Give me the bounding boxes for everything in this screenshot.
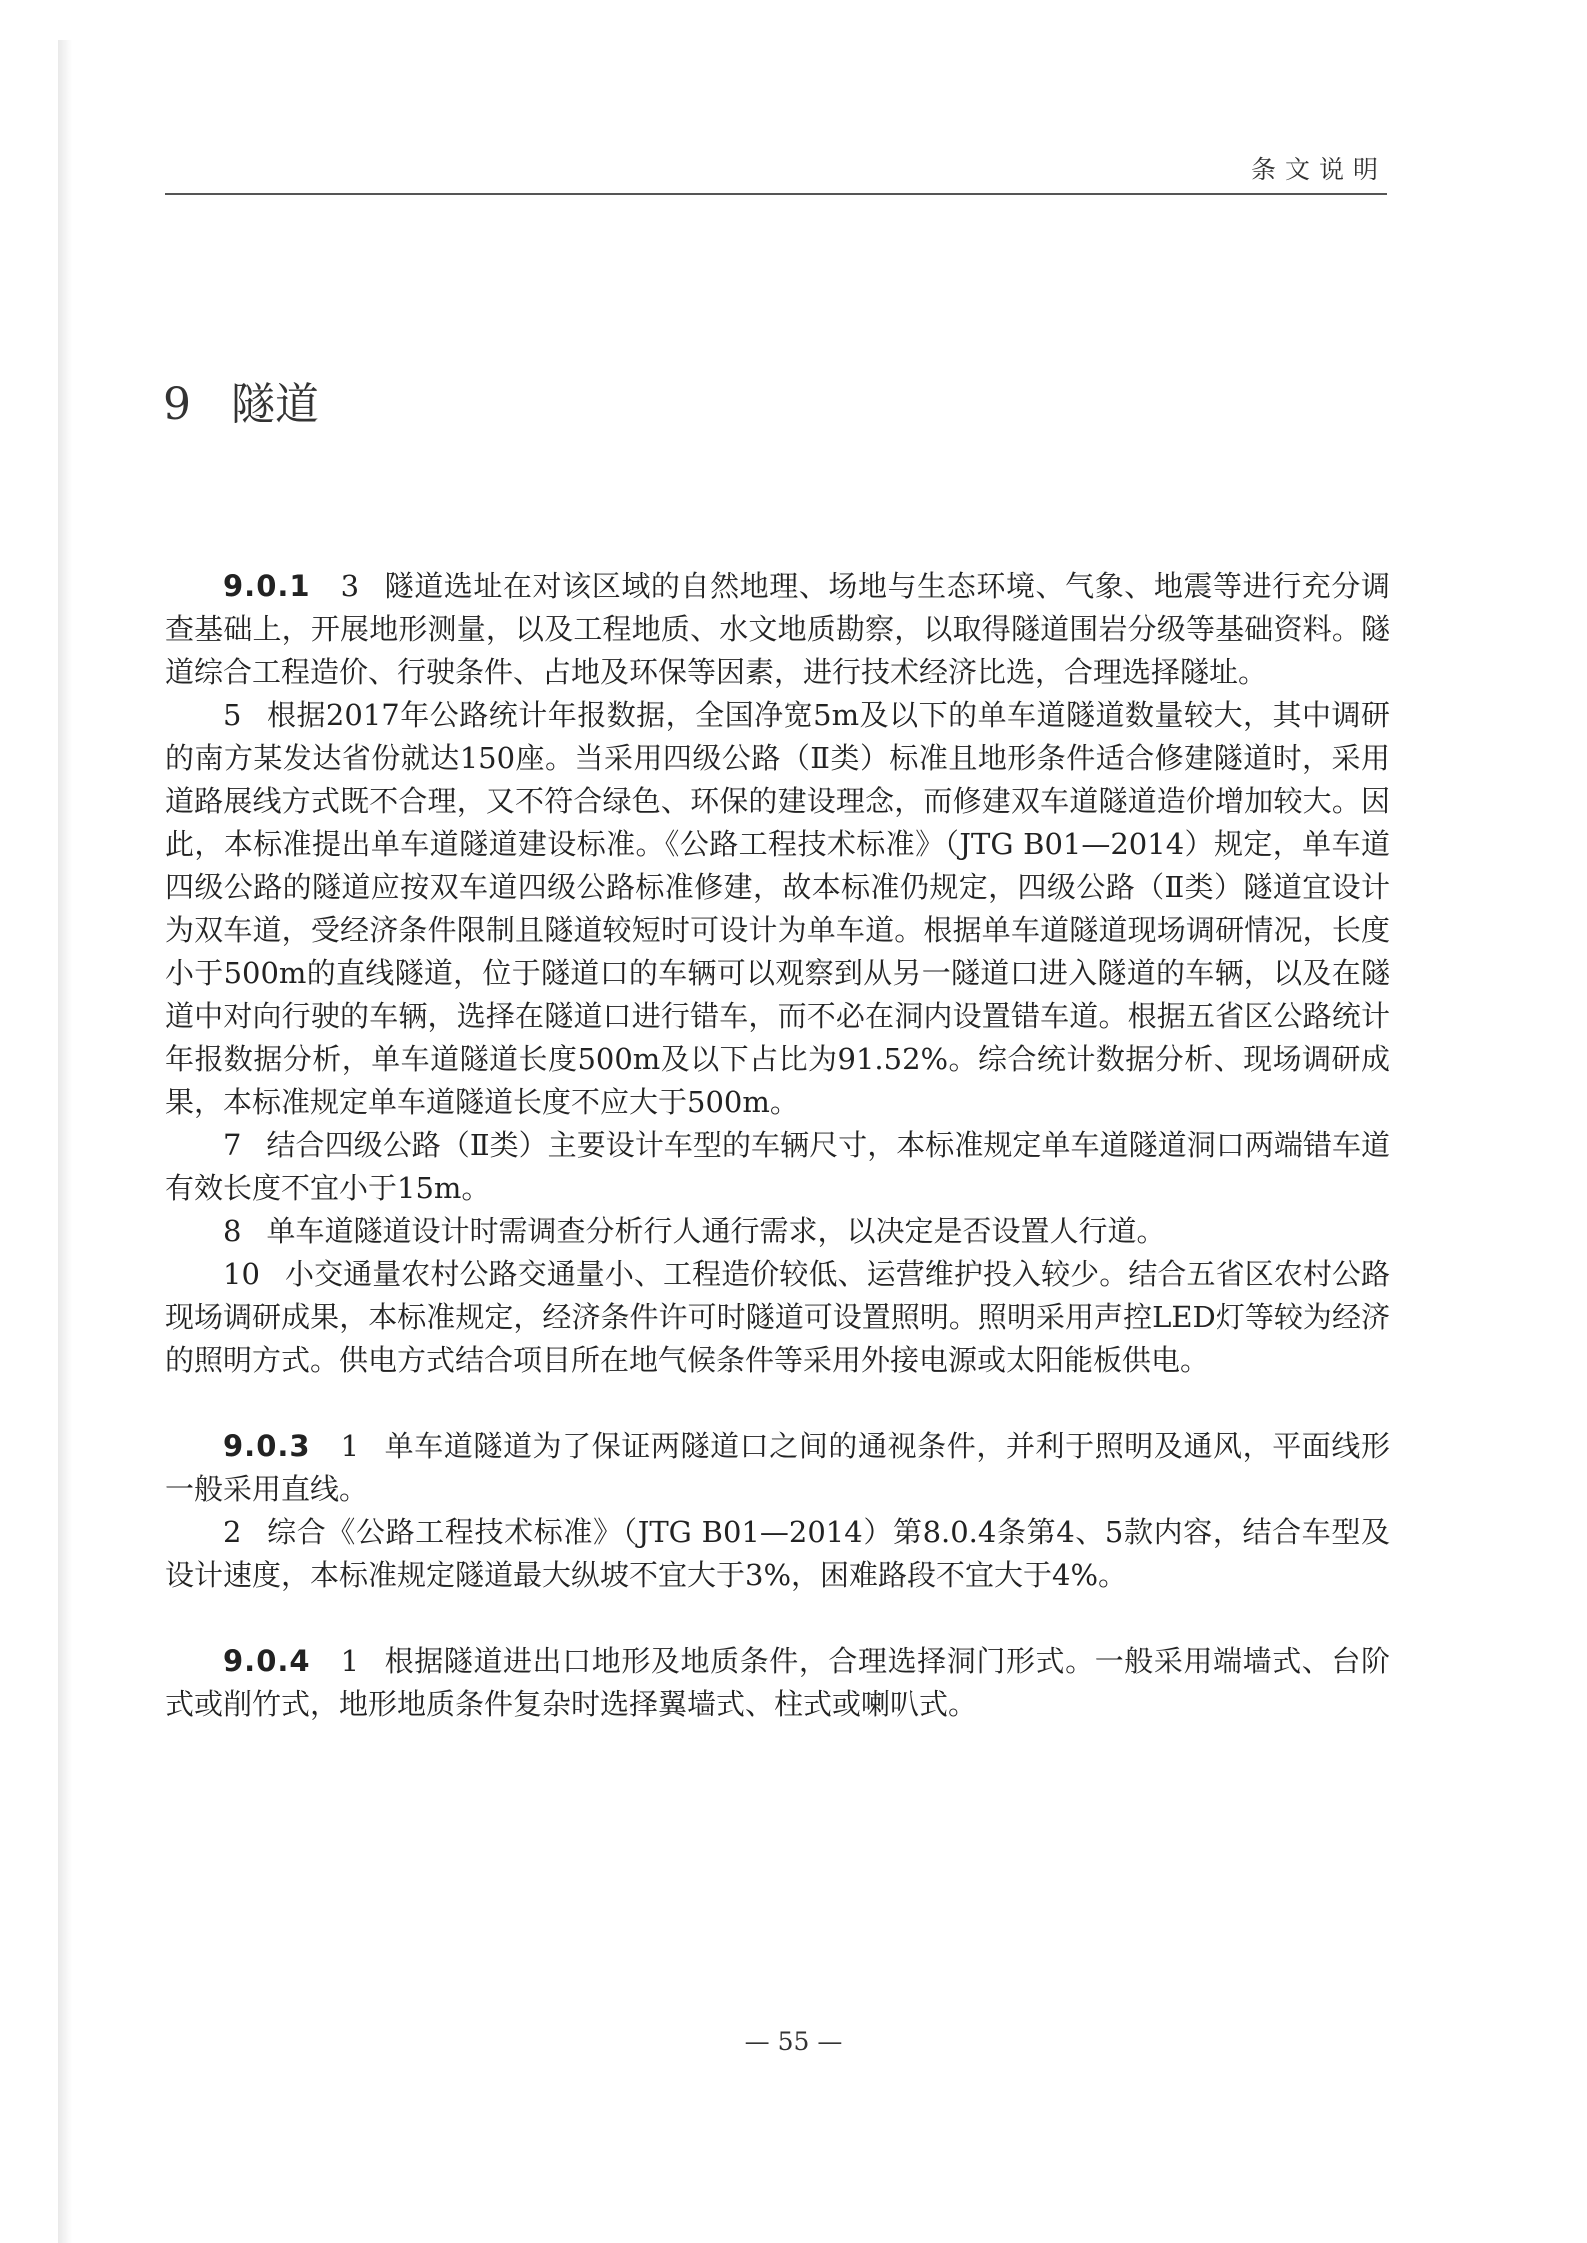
paragraph-text: 结合四级公路（Ⅱ类）主要设计车型的车辆尺寸，本标准规定单车道隧道洞口两端错车道有效长度不宜小于15m。 — [165, 1128, 1390, 1205]
paragraph-item-10 — [165, 1253, 1390, 1382]
paragraph-9-0-1-item-3 — [165, 565, 1390, 694]
paragraph-text: 小交通量农村公路交通量小、工程造价较低、运营维护投入较少。结合五省区农村公路现场调研成果，本标准规定，经济条件许可时隧道可设置照明。照明采用声控LED灯等较为经济的照明方式。供电方式结合项目所在地气候条件等采用外接电源或太阳能板供电。 — [165, 1257, 1390, 1377]
item-number: 3 — [340, 569, 360, 603]
chapter-title — [163, 368, 319, 432]
paragraph-9-0-3-item-2 — [165, 1511, 1390, 1597]
chapter-name: 隧道 — [231, 379, 319, 430]
paragraph-item-5 — [165, 694, 1390, 1124]
item-number: 7 — [223, 1128, 242, 1162]
item-number: 1 — [340, 1429, 360, 1463]
paragraph-text: 单车道隧道设计时需调查分析行人通行需求，以决定是否设置人行道。 — [266, 1214, 1166, 1248]
clause-number: 9.0.1 — [223, 569, 311, 603]
item-number: 1 — [340, 1644, 360, 1678]
clause-number: 9.0.4 — [223, 1644, 311, 1678]
paragraph-text: 根据2017年公路统计年报数据，全国净宽5m及以下的单车道隧道数量较大，其中调研的南方某发达省份就达150座。当采用四级公路（Ⅱ类）标准且地形条件适合修建隧道时，采用道路展线方式既不合理，又不符合绿色、环保的建设理念，而修建双车道隧道造价增加较大。因此，本标准提出单车道隧道建设标准。《公路工程技术标准》（JTG B01—2014）规定，单车道四级公路的隧道应按双车道四级公路标准修建，故本标准仍规定，四级公路（Ⅱ类）隧道宜设计为双车道，受经济条件限制且隧道较短时可设计为单车道。根据单车道隧道现场调研情况，长度小于500m的直线隧道，位于隧道口的车辆可以观察到从另一隧道口进入隧道的车辆，以及在隧道中对向行驶的车辆，选择在隧道口进行错车，而不必在洞内设置错车道。根据五省区公路统计年报数据分析，单车道隧道长度500m及以下占比为91.52%。综合统计数据分析、现场调研成果，本标准规定单车道隧道长度不应大于500m。 — [165, 698, 1390, 1119]
paragraph-item-7 — [165, 1124, 1390, 1210]
paragraph-9-0-4-item-1 — [165, 1640, 1390, 1726]
item-number: 2 — [223, 1515, 242, 1549]
paragraph-9-0-3-item-1 — [165, 1425, 1390, 1511]
paragraph-text: 综合《公路工程技术标准》（JTG B01—2014）第8.0.4条第4、5款内容，结合车型及设计速度，本标准规定隧道最大纵坡不宜大于3%，困难路段不宜大于4%。 — [165, 1515, 1390, 1592]
header-rule — [165, 193, 1387, 195]
chapter-number: 9 — [163, 379, 191, 430]
paragraph-text: 单车道隧道为了保证两隧道口之间的通视条件，并利于照明及通风，平面线形一般采用直线。 — [165, 1429, 1390, 1506]
item-number: 10 — [223, 1257, 260, 1291]
page-number: — 55 — — [744, 2027, 843, 2056]
page-binding-edge — [58, 40, 72, 2243]
item-number: 5 — [223, 698, 242, 732]
paragraph-text: 根据隧道进出口地形及地质条件，合理选择洞门形式。一般采用端墙式、台阶式或削竹式，地形地质条件复杂时选择翼墙式、柱式或喇叭式。 — [165, 1644, 1390, 1721]
item-number: 8 — [223, 1214, 242, 1248]
running-header: 条文说明 — [1250, 155, 1387, 184]
clause-number: 9.0.3 — [223, 1429, 311, 1463]
paragraph-text: 隧道选址在对该区域的自然地理、场地与生态环境、气象、地震等进行充分调查基础上，开展地形测量，以及工程地质、水文地质勘察，以取得隧道围岩分级等基础资料。隧道综合工程造价、行驶条件、占地及环保等因素，进行技术经济比选，合理选择隧址。 — [165, 569, 1390, 689]
body-text — [165, 565, 1390, 1726]
paragraph-item-8 — [165, 1210, 1390, 1253]
